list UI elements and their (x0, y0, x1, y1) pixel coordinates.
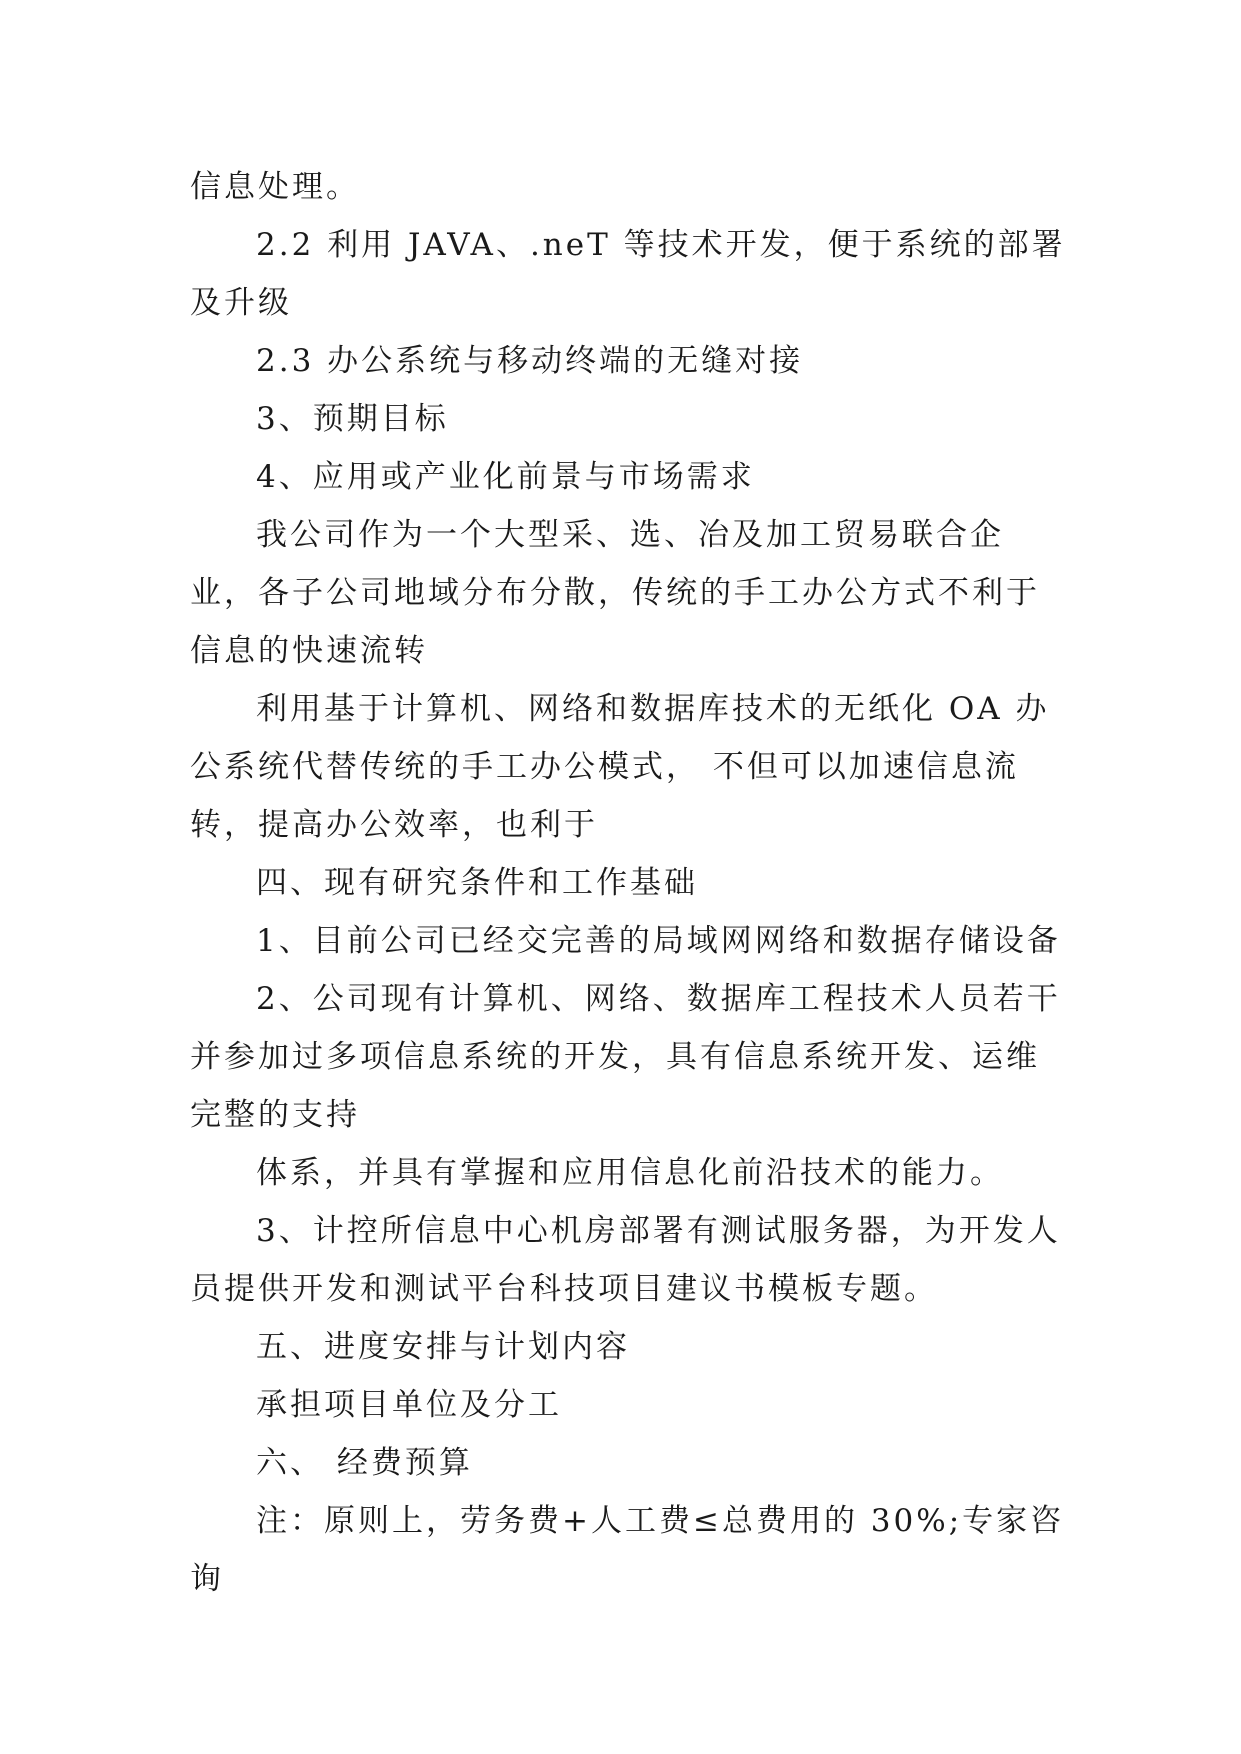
paragraph-company-background: 我公司作为一个大型采、选、冶及加工贸易联合企业，各子公司地域分布分散，传统的手工办公方式不利于信息的快速流转 (190, 517, 1040, 669)
paragraph-test-server: 3、计控所信息中心机房部署有测试服务器，为开发人员提供开发和测试平台科技项目建议书模板专题。 (190, 1213, 1061, 1307)
paragraph-2-3-mobile: 2.3 办公系统与移动终端的无缝对接 (256, 343, 804, 379)
paragraph-budget-note: 注：原则上，劳务费+人工费≤总费用的 30%;专家咨询 (190, 1503, 1065, 1597)
paragraph-lan-storage: 1、目前公司已经交完善的局域网网络和数据存储设备 (256, 923, 1061, 959)
document-body (190, 158, 1070, 1608)
paragraph-system-capability: 体系，并具有掌握和应用信息化前沿技术的能力。 (256, 1155, 1004, 1191)
heading-responsible-units: 承担项目单位及分工 (256, 1387, 562, 1423)
paragraph-info-processing: 信息处理。 (190, 169, 360, 205)
heading-application-prospects: 4、应用或产业化前景与市场需求 (256, 459, 755, 495)
paragraph-technical-staff: 2、公司现有计算机、网络、数据库工程技术人员若干并参加过多项信息系统的开发，具有信息系统开发、运维完整的支持 (190, 981, 1061, 1133)
heading-expected-goals: 3、预期目标 (256, 401, 449, 437)
heading-budget: 六、 经费预算 (256, 1445, 473, 1481)
heading-research-conditions: 四、现有研究条件和工作基础 (256, 865, 698, 901)
paragraph-2-2-java-net: 2.2 利用 JAVA、.neT 等技术开发，便于系统的部署及升级 (190, 227, 1066, 321)
heading-schedule-plan: 五、进度安排与计划内容 (256, 1329, 630, 1365)
paragraph-paperless-oa: 利用基于计算机、网络和数据库技术的无纸化 OA 办公系统代替传统的手工办公模式， 不但可以加速信息流转，提高办公效率，也利于 (190, 691, 1050, 843)
